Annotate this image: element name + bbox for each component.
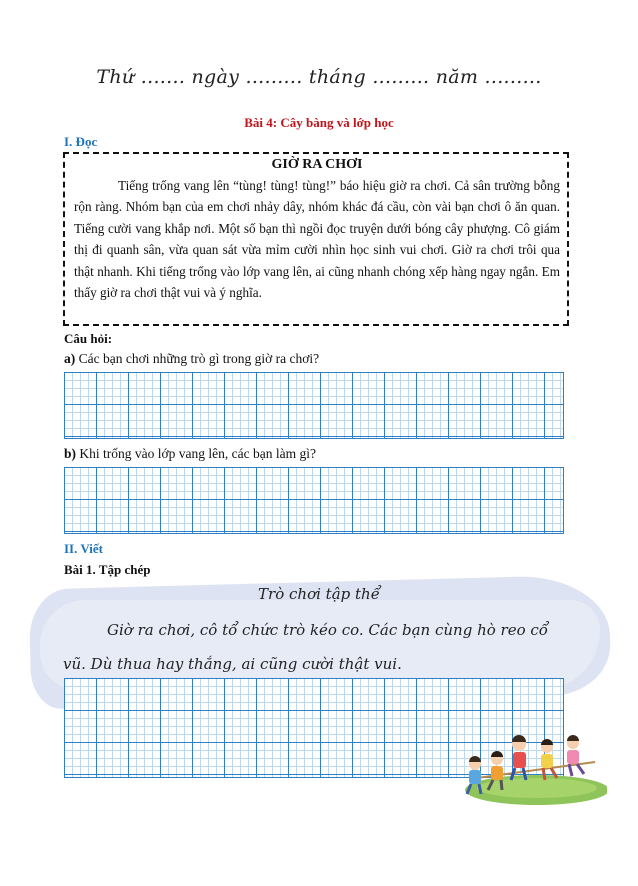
reading-passage-box: [63, 152, 569, 326]
tug-of-war-illustration: [455, 728, 607, 808]
writing-section-heading: II. Viết: [64, 541, 103, 556]
question-a-marker: a): [64, 351, 76, 366]
question-a: [64, 351, 319, 367]
passage-text: Tiếng trống vang lên “tùng! tùng! tùng!” báo hiệu giờ ra chơi. Cả sân trường bỗng rộn ràng. Nhóm bạn của em chơi nhảy dây, nhóm khác đá cầu, còn vài bạn chơi ô ăn quan. Tiếng cười vang khắp nơi. Một số bạn thì ngồi đọc truyện dưới bóng cây phượng. Cô giám thị đi quanh sân, vừa quan sát vừa mỉm cười nhìn học sinh vui chơi. Giờ ra chơi trôi qua thật nhanh. Khi tiếng trống vào lớp vang lên, ai cũng nhanh chóng xếp hàng ngay ngắn. Em thấy giờ ra chơi thật vui và ý nghĩa.: [74, 178, 560, 301]
answer-grid-b[interactable]: [64, 467, 564, 534]
child-4: [541, 739, 557, 780]
date-line: Thứ ....... ngày ......... tháng ......... năm .........: [96, 66, 542, 88]
lesson-title: Bài 4: Cây bàng và lớp học: [244, 115, 394, 130]
reading-section-heading: I. Đọc: [64, 134, 98, 149]
question-b: [64, 446, 316, 462]
copy-title: Trò chơi tập thể: [258, 585, 380, 603]
exercise-label: Bài 1. Tập chép: [64, 562, 151, 577]
passage-title: GIỜ RA CHƠI: [271, 157, 363, 172]
copy-text: Giờ ra chơi, cô tổ chức trò kéo co. Các bạn cùng hò reo cổ vũ. Dù thua hay thắng, ai cũng cười thật vui.: [63, 621, 548, 673]
questions-label: Câu hỏi:: [64, 331, 113, 346]
question-b-text: Khi trống vào lớp vang lên, các bạn làm gì?: [76, 446, 316, 461]
question-b-marker: b): [64, 446, 77, 461]
question-a-text: Các bạn chơi những trò gì trong giờ ra chơi?: [75, 351, 320, 366]
child-5: [567, 735, 584, 776]
answer-grid-a[interactable]: [64, 372, 564, 439]
grass-highlight: [477, 778, 597, 798]
